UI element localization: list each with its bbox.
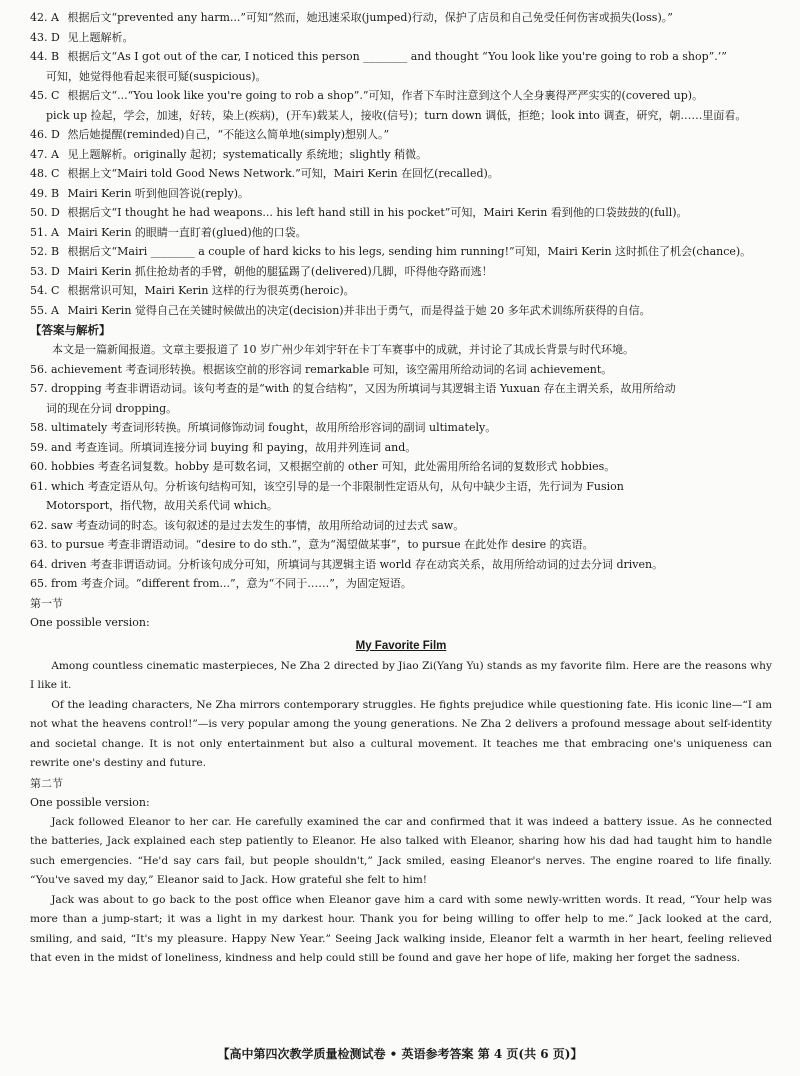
section1-label: 第一节	[30, 596, 63, 610]
essay1-paragraph-1: Among countless cinematic masterpieces, Ne Zha 2 directed by Jiao Zi(Yang Yu) stands as my favorite film. Here are the reasons why I like it.	[30, 659, 772, 691]
answer-number: 55. A	[30, 303, 59, 317]
answer-item	[30, 86, 772, 106]
answer-item	[30, 164, 772, 184]
answer-number: 45. C	[30, 89, 60, 102]
answer-item	[30, 28, 772, 48]
answer-text: 根据常识可知，Mairi Kerin 这样的行为很英勇(heroic)。	[67, 284, 355, 297]
answer-continuation: Motorsport，指代物，故用关系代词 which。	[46, 499, 278, 512]
answer-item	[30, 555, 772, 575]
answer-text: 根据后文“I thought he had weapons... his left hand still in his pocket”可知，Mairi Kerin 看到他的口袋鼓鼓的(full)。	[67, 206, 688, 219]
answer-text: Mairi Kerin 听到他回答说(reply)。	[67, 186, 250, 200]
answer-item	[30, 145, 772, 165]
answer-item	[30, 574, 772, 594]
answer-text: 见上题解析。originally 起初；systematically 系统地；slightly 稍微。	[67, 147, 428, 161]
answer-number: 49. B	[30, 186, 60, 200]
answer-analysis-heading: 【答案与解析】	[30, 323, 111, 337]
answer-text: Mairi Kerin 的眼睛一直盯着(glued)他的口袋。	[67, 225, 307, 239]
answer-number: 62. saw	[30, 518, 73, 532]
answer-item	[30, 477, 772, 497]
answer-number: 51. A	[30, 225, 59, 239]
section1-version: One possible version:	[30, 616, 150, 629]
section2-label: 第二节	[30, 776, 63, 790]
answer-item	[30, 184, 772, 204]
answer-item	[30, 379, 772, 399]
answer-number: 61. which	[30, 479, 85, 493]
answer-text: 根据后文“As I got out of the car, I noticed this person ________ and thought “You look like you're going to rob a shop”.’”	[67, 50, 727, 63]
answers-part1	[30, 8, 772, 320]
answer-item	[30, 535, 772, 555]
answer-number: 43. D	[30, 30, 60, 44]
answer-text: 考查词形转换。所填词修饰动词 fought，故用所给形容词的副词 ultimately。	[110, 421, 497, 434]
answer-item	[30, 125, 772, 145]
answer-item	[30, 242, 772, 262]
answer-item	[30, 203, 772, 223]
answer-item	[30, 457, 772, 477]
answer-item	[30, 8, 772, 28]
answer-text: 考查定语从句。分析该句结构可知，该空引导的是一个非限制性定语从句，从句中缺少主语，先行词为 Fusion	[87, 479, 624, 493]
essay1-paragraph-2: Of the leading characters, Ne Zha mirrors contemporary struggles. He fights prejudice while questioning fate. His iconic line—“I am not what the heavens control!”—is very popular among the young generations. Ne Zha 2 delivers a profound message about self-identity and societal change. It is not only entertainment but also a cultural movement. It teaches me that embracing one's uniqueness can rewrite one's destiny and future.	[30, 698, 772, 769]
answer-text: 考查连词。所填词连接分词 buying 和 paying，故用并列连词 and。	[75, 440, 417, 454]
answer-number: 50. D	[30, 206, 60, 219]
answer-number: 53. D	[30, 264, 60, 278]
answer-number: 63. to pursue	[30, 538, 105, 551]
answer-continuation: 可知，她觉得他看起来很可疑(suspicious)。	[46, 69, 267, 83]
essay-title: My Favorite Film	[355, 639, 447, 652]
answers-part2	[30, 360, 772, 594]
answer-number: 59. and	[30, 440, 72, 454]
answer-text: 根据后文“...“You look like you're going to rob a shop”.”可知，作者下车时注意到这个人全身裹得严严实实的(covered up)。	[67, 89, 704, 102]
answer-text: Mairi Kerin 抓住抢劫者的手臂，朝他的腿猛踢了(delivered)几脚，吓得他夺路而逃！	[67, 264, 493, 278]
answer-text: 考查介词。“different from...”，意为“不同于……”，为固定短语。	[80, 577, 412, 590]
answer-number: 58. ultimately	[30, 421, 108, 434]
section2-version: One possible version:	[30, 796, 150, 809]
answer-item	[30, 360, 772, 380]
answer-number: 60. hobbies	[30, 460, 95, 473]
answer-text: 考查词形转换。根据该空前的形容词 remarkable 可知，该空需用所给动词的名词 achievement。	[125, 362, 613, 376]
answer-continuation: 词的现在分词 dropping。	[46, 401, 178, 415]
answer-item	[30, 418, 772, 438]
answer-item	[30, 262, 772, 282]
answer-item	[30, 47, 772, 67]
answer-text: 考查非谓语动词。“desire to do sth.”，意为“渴望做某事”，to pursue 在此处作 desire 的宾语。	[107, 538, 594, 551]
answer-item	[30, 301, 772, 321]
passage-intro: 本文是一篇新闻报道。文章主要报道了 10 岁广州少年刘宇轩在卡丁车赛事中的成就，并讨论了其成长背景与时代环境。	[52, 343, 634, 356]
answer-text: 考查非谓语动词。分析该句成分可知，所填词与其逻辑主语 world 存在动宾关系，故用所给动词的过去分词 driven。	[90, 557, 664, 571]
page-footer: 【高中第四次教学质量检测试卷 • 英语参考答案 第 4 页(共 6 页)】	[217, 1047, 583, 1061]
answer-item	[30, 438, 772, 458]
answer-text: 考查动词的时态。该句叙述的是过去发生的事情，故用所给动词的过去式 saw。	[76, 518, 465, 532]
answer-number: 65. from	[30, 577, 78, 590]
answer-number: 54. C	[30, 284, 60, 297]
answer-number: 46. D	[30, 128, 60, 141]
essay2-paragraph-2: Jack was about to go back to the post office when Eleanor gave him a card with some newly-written words. It read, “Your help was more than a jump-start; it was a light in my darkest hour. Thank you for being willing to offer help to me.” Jack looked at the card, smiling, and said, “It's my pleasure. Happy New Year.” Seeing Jack walking inside, Eleanor felt a warmth in her heart, feeling relieved that even in the midst of loneliness, kindness and help could still be found and gave her hope of life, making her forget the sadness.	[30, 893, 772, 964]
answer-number: 64. driven	[30, 557, 87, 571]
answer-number: 52. B	[30, 245, 60, 258]
answer-text: 见上题解析。	[67, 30, 134, 44]
answer-text: 考查非谓语动词。该句考查的是“with 的复合结构”，又因为所填词与其逻辑主语 Yuxuan 存在主谓关系，故用所给动	[105, 382, 676, 395]
essay2-paragraph-1: Jack followed Eleanor to her car. He carefully examined the car and confirmed that it was indeed a battery issue. As he connected the batteries, Jack explained each step patiently to Eleanor. He also talked with Eleanor, sharing how his dad had taught him to handle such emergencies. “He'd say cars fail, but people shouldn't,” Jack smiled, easing Eleanor's nerves. The engine roared to life finally. “You've saved my day,” Eleanor said to Jack. How grateful she felt to him!	[30, 815, 772, 886]
answer-text: 根据上文“Mairi told Good News Network.”可知，Mairi Kerin 在回忆(recalled)。	[67, 167, 499, 180]
answer-item	[30, 281, 772, 301]
answer-text: 根据后文“Mairi ________ a couple of hard kicks to his legs, sending him running!”可知，Mairi Kerin 这时抓住了机会(chance)。	[67, 245, 752, 258]
answer-text: 然后她提醒(reminded)自己，“不能这么简单地(simply)想别人。”	[67, 128, 390, 141]
answer-number: 57. dropping	[30, 382, 102, 395]
answer-text: Mairi Kerin 觉得自己在关键时候做出的决定(decision)并非出于勇气，而是得益于她 20 多年武术训练所获得的自信。	[67, 303, 651, 317]
answer-continuation: pick up 捡起，学会，加速，好转，染上(疾病)，(开车)载某人，接收(信号)；turn down 调低，拒绝；look into 调查，研究，朝……里面看。	[46, 108, 747, 122]
answer-number: 48. C	[30, 167, 60, 180]
answer-number: 42. A	[30, 11, 59, 24]
answer-number: 44. B	[30, 50, 60, 63]
essay-favorite-film	[30, 635, 772, 774]
answer-item	[30, 223, 772, 243]
answer-text: 根据后文“prevented any harm...”可知“然而，她迅速采取(jumped)行动，保护了店员和自己免受任何伤害或损失(loss)。”	[67, 11, 673, 24]
answer-number: 47. A	[30, 147, 59, 161]
answer-item	[30, 516, 772, 536]
answer-text: 考查名词复数。hobby 是可数名词，又根据空前的 other 可知，此处需用所给名词的复数形式 hobbies。	[97, 460, 616, 473]
answer-number: 56. achievement	[30, 362, 122, 376]
essay-continuation	[30, 813, 772, 969]
